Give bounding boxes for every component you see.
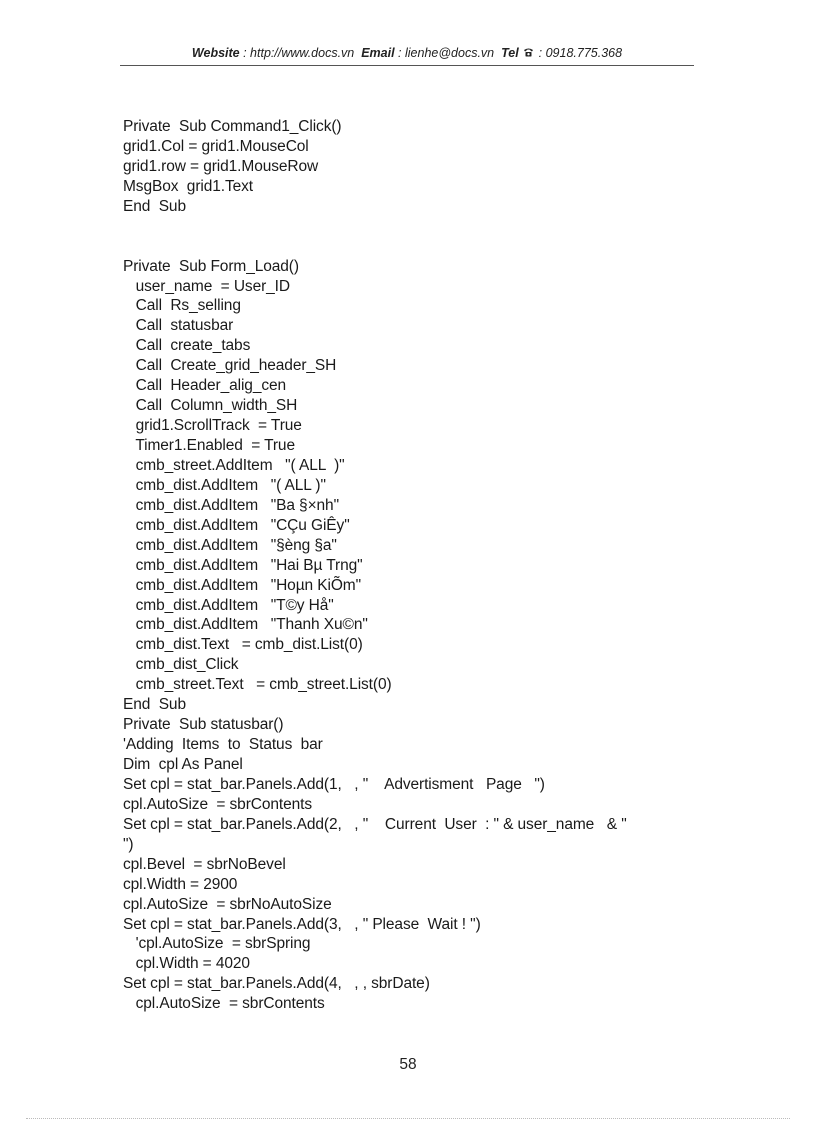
tel-separator: : (535, 46, 546, 60)
email-address: lienhe@docs.vn (405, 46, 495, 60)
code-line: Call create_tabs (123, 337, 251, 355)
code-line: 'Adding Items to Status bar (123, 736, 323, 754)
code-line: cmb_dist.AddItem "§èng §a" (123, 536, 337, 554)
code-line: Dim cpl As Panel (123, 756, 243, 773)
code-line: cpl.Bevel = sbrNoBevel (123, 855, 286, 873)
code-line (123, 217, 723, 237)
tel-number: 0918.775.368 (545, 46, 623, 60)
code-line: Call statusbar (123, 317, 234, 335)
code-line: grid1.row = grid1.MouseRow (123, 157, 319, 175)
code-line: End Sub (123, 696, 186, 714)
code-line: End Sub (123, 197, 186, 215)
code-line: Private Sub Command1_Click() (123, 118, 342, 135)
telephone-icon (523, 47, 534, 60)
code-line: cpl.AutoSize = sbrContents (123, 795, 312, 813)
code-line: Set cpl = stat_bar.Panels.Add(3, , " Please Wait ! ") (123, 915, 481, 933)
code-line: cpl.Width = 4020 (123, 955, 250, 973)
code-line: Private Sub statusbar() (123, 716, 284, 734)
website-separator: : (239, 46, 251, 60)
page-number: 58 (399, 1056, 417, 1073)
code-line (123, 237, 723, 257)
tel-label: Tel (501, 46, 519, 60)
code-line: Call Column_width_SH (123, 397, 298, 415)
code-line: Set cpl = stat_bar.Panels.Add(4, , , sbrDate) (123, 975, 430, 993)
code-line: cmb_dist.AddItem "( ALL )" (123, 476, 326, 494)
code-line: Set cpl = stat_bar.Panels.Add(2, , " Current User : " & user_name & " (123, 815, 627, 833)
code-line: cpl.AutoSize = sbrContents (123, 995, 325, 1013)
code-line: grid1.ScrollTrack = True (123, 417, 302, 435)
code-line: cmb_street.AddItem "( ALL )" (123, 456, 345, 474)
code-line: MsgBox grid1.Text (123, 177, 254, 195)
code-line: grid1.Col = grid1.MouseCol (123, 137, 309, 155)
code-line: cpl.AutoSize = sbrNoAutoSize (123, 895, 332, 913)
code-line: cmb_dist_Click (123, 656, 239, 674)
email-separator: : (394, 46, 405, 60)
code-line: cmb_dist.AddItem "Hoµn KiÕm" (123, 576, 362, 594)
code-line: Call Rs_selling (123, 297, 241, 315)
code-line: cpl.Width = 2900 (123, 875, 238, 893)
code-line: Set cpl = stat_bar.Panels.Add(1, , " Advertisment Page ") (123, 775, 545, 793)
code-line: cmb_dist.AddItem "Ba §×nh" (123, 496, 339, 514)
code-line: 'cpl.AutoSize = sbrSpring (123, 935, 311, 953)
code-line: cmb_dist.Text = cmb_dist.List(0) (123, 636, 363, 654)
website-url: http://www.docs.vn (250, 46, 355, 60)
code-line: ") (123, 835, 134, 853)
page-header (120, 46, 694, 60)
footer-divider (26, 1118, 790, 1119)
code-line: cmb_street.Text = cmb_street.List(0) (123, 676, 392, 694)
code-line: Timer1.Enabled = True (123, 437, 295, 454)
code-line: cmb_dist.AddItem "CÇu GiÊy" (123, 516, 350, 534)
code-line: cmb_dist.AddItem "Thanh Xu©n" (123, 616, 368, 634)
website-label: Website (191, 46, 240, 60)
code-line: Call Create_grid_header_SH (123, 357, 337, 375)
code-listing (123, 117, 723, 1014)
code-line: user_name = User_ID (123, 277, 290, 295)
code-line: Private Sub Form_Load() (123, 257, 299, 275)
email-label: Email (361, 46, 395, 60)
code-line: cmb_dist.AddItem "T©y Hå" (123, 596, 334, 614)
header-divider (120, 65, 694, 66)
code-line: cmb_dist.AddItem "Hai Bµ Trng" (123, 556, 363, 574)
code-line: Call Header_alig_cen (123, 377, 287, 395)
